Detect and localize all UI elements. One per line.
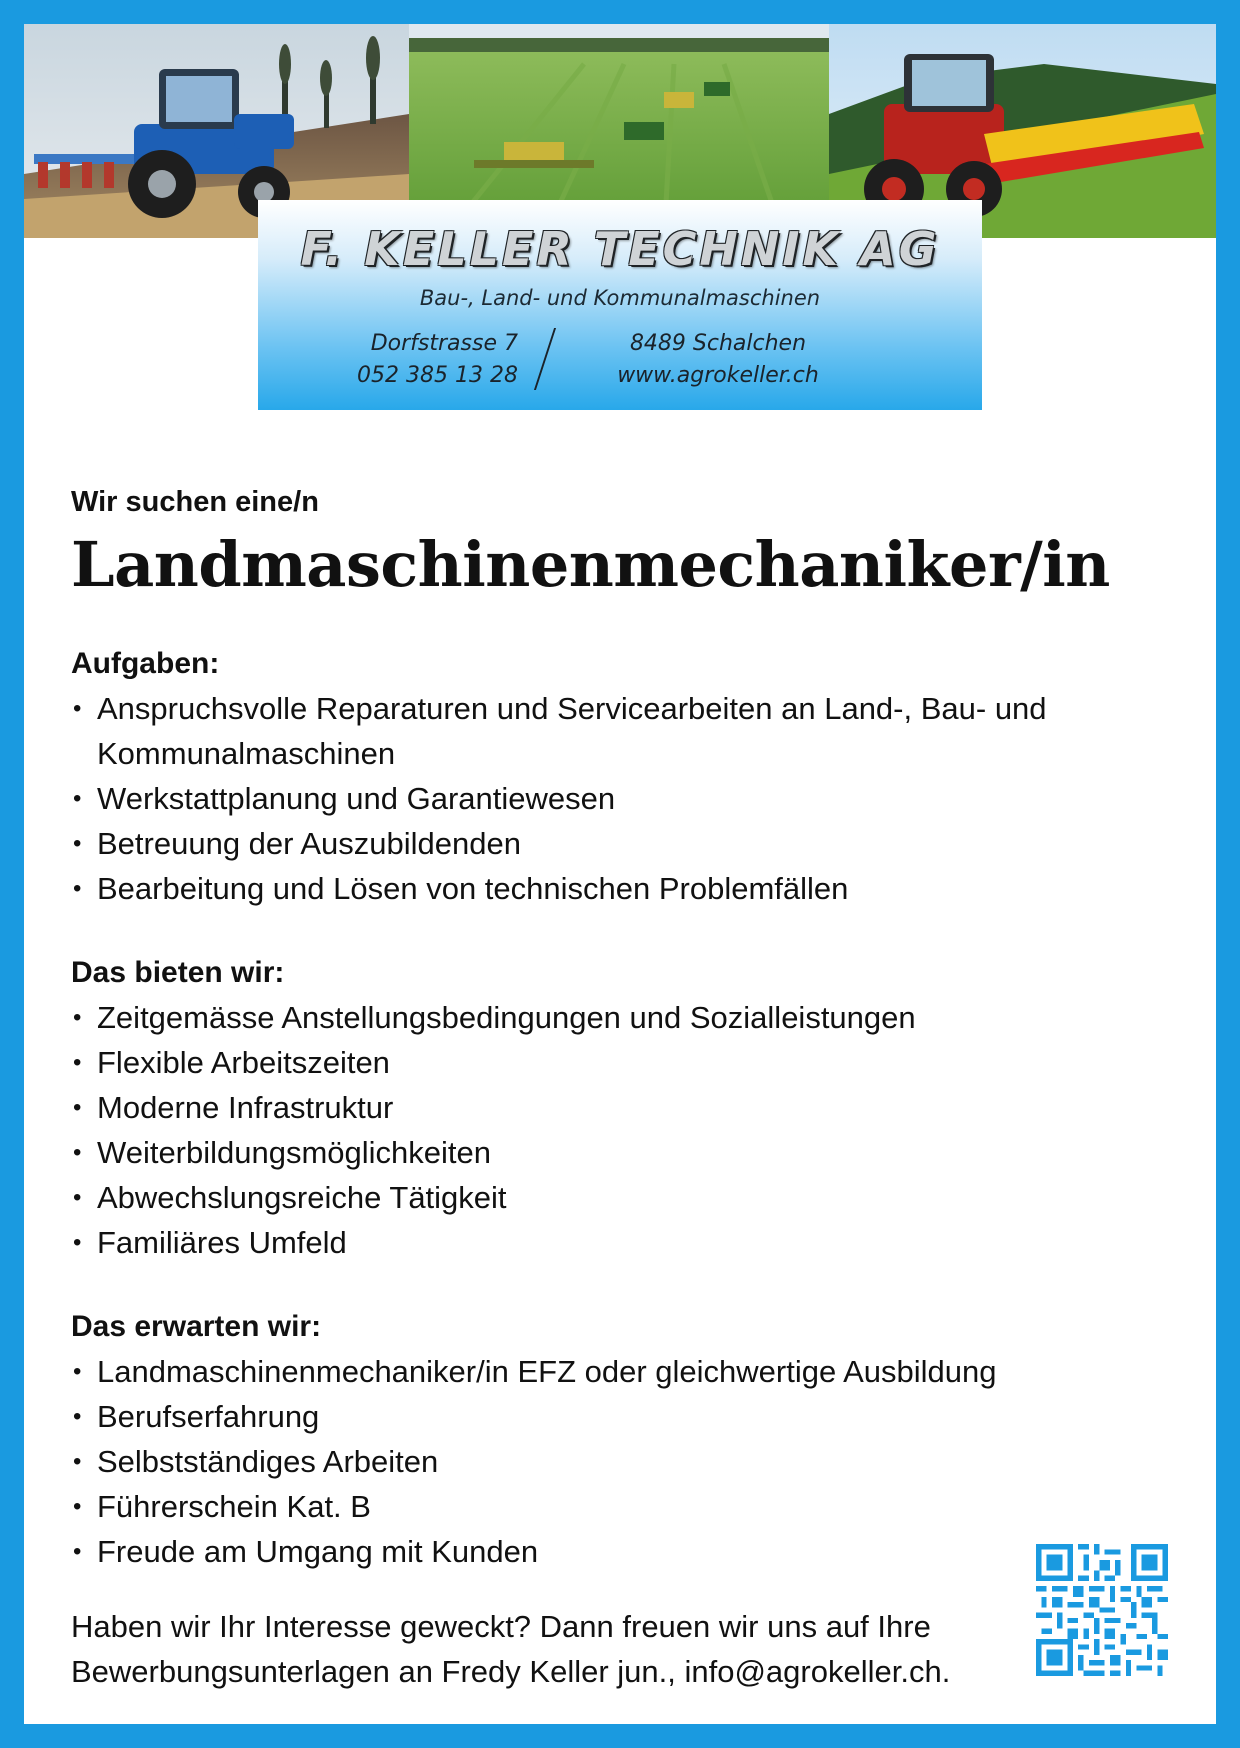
section-das-erwarten-wir xyxy=(71,1305,1181,1574)
section-das-bieten-wir xyxy=(71,951,1181,1265)
list-item: • Flexible Arbeitszeiten xyxy=(71,1040,1181,1085)
list-item: • Führerschein Kat. B xyxy=(71,1484,1181,1529)
closing-line-1: Haben wir Ihr Interesse geweckt? Dann freuen wir uns auf Ihre xyxy=(71,1609,931,1644)
company-city: 8489 Schalchen xyxy=(629,331,807,356)
list-item: • Freude am Umgang mit Kunden xyxy=(71,1529,1181,1574)
section-title: Das bieten wir: xyxy=(71,956,285,989)
closing-line-2: Bewerbungsunterlagen an Fredy Keller jun., info@agrokeller.ch. xyxy=(71,1654,951,1689)
job-content xyxy=(71,484,1181,1574)
job-kicker: Wir suchen eine/n xyxy=(71,486,319,518)
list-item: • Weiterbildungsmöglichkeiten xyxy=(71,1130,1181,1175)
job-title: Landmaschinenmechaniker/in xyxy=(71,528,1110,601)
company-street: Dorfstrasse 7 xyxy=(370,331,518,356)
list-item: • Moderne Infrastruktur xyxy=(71,1085,1181,1130)
list-item: • Berufserfahrung xyxy=(71,1394,1181,1439)
company-website[interactable]: www.agrokeller.ch xyxy=(617,363,819,388)
list-item: • Betreuung der Auszubildenden xyxy=(71,821,1181,866)
closing-text xyxy=(71,1604,1001,1694)
job-ad-sheet xyxy=(24,24,1216,1724)
task-list xyxy=(71,686,1181,911)
qr-code-icon[interactable] xyxy=(1036,1544,1168,1676)
company-address-left xyxy=(298,328,518,392)
requirement-list xyxy=(71,1349,1181,1574)
company-phone: 052 385 13 28 xyxy=(357,363,518,388)
section-aufgaben xyxy=(71,642,1181,911)
section-title: Das erwarten wir: xyxy=(71,1310,322,1343)
company-address-right xyxy=(568,328,868,392)
offer-list xyxy=(71,995,1181,1265)
list-item: • Abwechslungsreiche Tätigkeit xyxy=(71,1175,1181,1220)
list-item: • Zeitgemässe Anstellungsbedingungen und Sozialleistungen xyxy=(71,995,1181,1040)
company-tagline: Bau-, Land- und Kommunalmaschinen xyxy=(419,286,821,310)
list-item: • Anspruchsvolle Reparaturen und Servicearbeiten an Land-, Bau- und Kommunalmaschinen xyxy=(71,686,1181,776)
company-name: F. KELLER TECHNIK AG xyxy=(300,222,940,276)
list-item: • Bearbeitung und Lösen von technischen Problemfällen xyxy=(71,866,1181,911)
list-item: • Familiäres Umfeld xyxy=(71,1220,1181,1265)
list-item: • Werkstattplanung und Garantiewesen xyxy=(71,776,1181,821)
list-item: • Selbstständiges Arbeiten xyxy=(71,1439,1181,1484)
list-item: • Landmaschinenmechaniker/in EFZ oder gleichwertige Ausbildung xyxy=(71,1349,1181,1394)
company-logo-box xyxy=(258,200,982,410)
section-title: Aufgaben: xyxy=(71,647,220,680)
address-divider xyxy=(534,328,556,390)
